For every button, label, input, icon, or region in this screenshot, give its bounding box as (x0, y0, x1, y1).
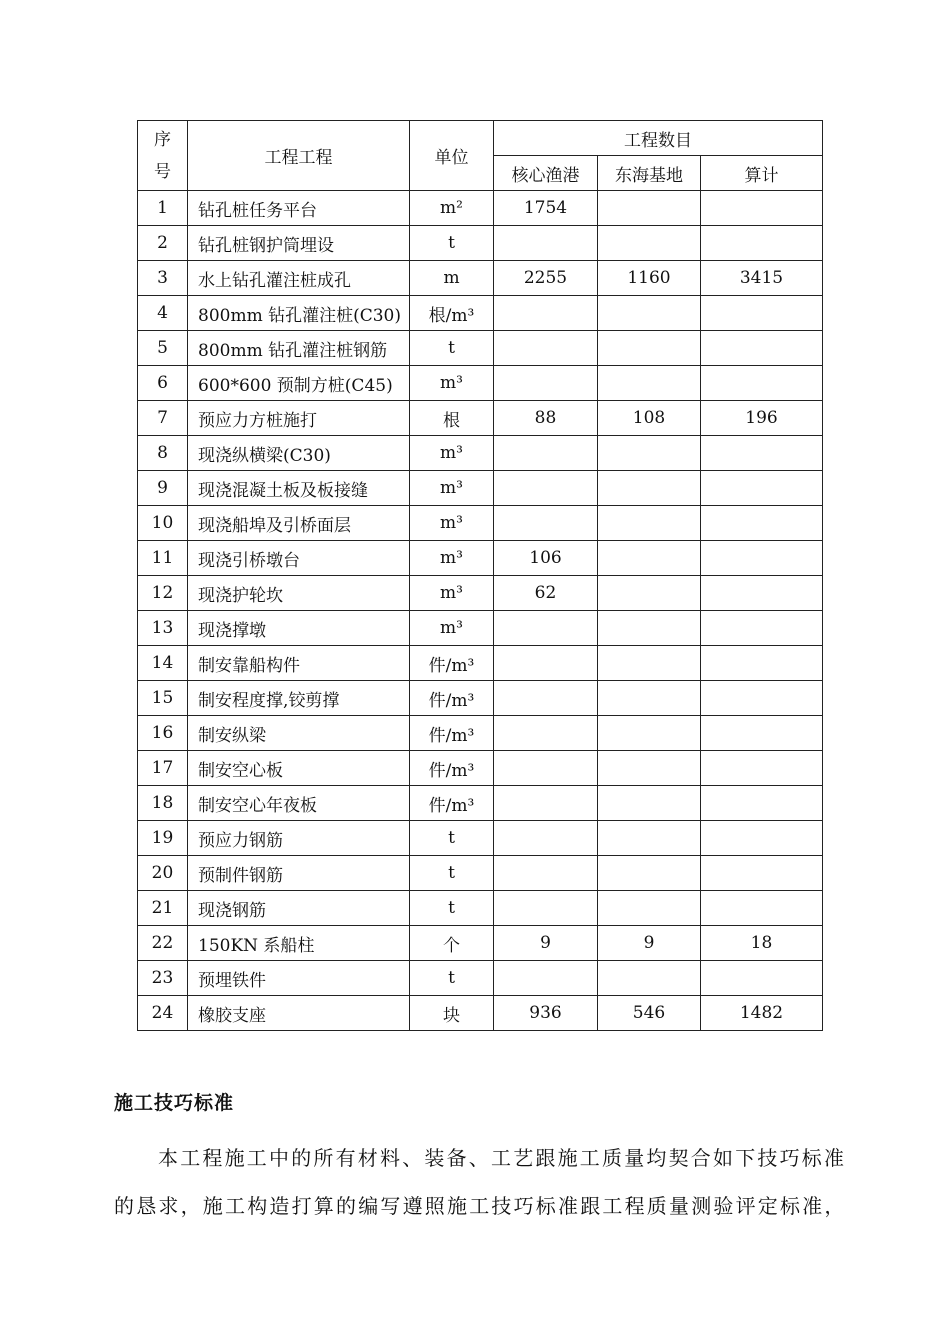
cell-core-harbor: 62 (494, 576, 598, 611)
cell-seq: 22 (138, 926, 188, 961)
cell-core-harbor (494, 961, 598, 996)
cell-total (701, 611, 823, 646)
cell-core-harbor (494, 366, 598, 401)
table-row (138, 331, 823, 366)
cell-seq: 23 (138, 961, 188, 996)
cell-core-harbor (494, 226, 598, 261)
cell-donghai-base: 108 (598, 401, 701, 436)
cell-seq: 18 (138, 786, 188, 821)
cell-unit: m³ (410, 541, 494, 576)
table-row (138, 226, 823, 261)
cell-donghai-base: 546 (598, 996, 701, 1031)
cell-core-harbor (494, 331, 598, 366)
cell-seq: 21 (138, 891, 188, 926)
cell-item-name: 现浇纵横梁(C30) (188, 436, 410, 471)
cell-total: 1482 (701, 996, 823, 1031)
cell-total (701, 891, 823, 926)
cell-core-harbor: 1754 (494, 191, 598, 226)
cell-donghai-base (598, 821, 701, 856)
paragraph-line-1: 本工程施工中的所有材料、装备、工艺跟施工质量均契合如下技巧标准 (158, 1146, 847, 1170)
header-seq-label: 序号 (154, 129, 171, 182)
cell-unit: t (410, 891, 494, 926)
cell-total (701, 366, 823, 401)
cell-total (701, 331, 823, 366)
cell-total (701, 856, 823, 891)
cell-donghai-base (598, 331, 701, 366)
table-row (138, 261, 823, 296)
table-row (138, 366, 823, 401)
header-col-c: 算计 (701, 156, 823, 191)
cell-unit: m³ (410, 436, 494, 471)
cell-seq: 16 (138, 716, 188, 751)
cell-unit: m² (410, 191, 494, 226)
table-row (138, 716, 823, 751)
cell-unit: t (410, 331, 494, 366)
cell-seq: 14 (138, 646, 188, 681)
cell-item-name: 制安靠船构件 (188, 646, 410, 681)
cell-seq: 5 (138, 331, 188, 366)
cell-unit: m (410, 261, 494, 296)
cell-unit: 件/m³ (410, 751, 494, 786)
cell-donghai-base (598, 366, 701, 401)
cell-seq: 12 (138, 576, 188, 611)
cell-seq: 19 (138, 821, 188, 856)
cell-seq: 20 (138, 856, 188, 891)
cell-donghai-base (598, 191, 701, 226)
cell-donghai-base (598, 436, 701, 471)
table-row (138, 296, 823, 331)
cell-unit: 件/m³ (410, 786, 494, 821)
cell-core-harbor: 88 (494, 401, 598, 436)
cell-unit: t (410, 821, 494, 856)
cell-core-harbor (494, 821, 598, 856)
cell-item-name: 制安空心板 (188, 751, 410, 786)
cell-item-name: 预制件钢筋 (188, 856, 410, 891)
cell-seq: 10 (138, 506, 188, 541)
cell-donghai-base (598, 961, 701, 996)
cell-seq: 9 (138, 471, 188, 506)
cell-total: 3415 (701, 261, 823, 296)
header-row-1 (138, 121, 823, 156)
paragraph-line-2: 的恳求，施工构造打算的编写遵照施工技巧标准跟工程质量测验评定标准， (114, 1194, 847, 1218)
cell-total: 18 (701, 926, 823, 961)
header-quantity-group: 工程数目 (494, 121, 823, 156)
cell-total (701, 786, 823, 821)
cell-unit: m³ (410, 471, 494, 506)
cell-seq: 17 (138, 751, 188, 786)
cell-item-name: 600*600 预制方桩(C45) (188, 366, 410, 401)
cell-donghai-base (598, 226, 701, 261)
cell-item-name: 现浇撑墩 (188, 611, 410, 646)
table-row (138, 926, 823, 961)
cell-donghai-base (598, 541, 701, 576)
cell-item-name: 水上钻孔灌注桩成孔 (188, 261, 410, 296)
cell-donghai-base (598, 611, 701, 646)
cell-donghai-base (598, 891, 701, 926)
cell-item-name: 制安空心年夜板 (188, 786, 410, 821)
cell-core-harbor (494, 646, 598, 681)
cell-donghai-base (598, 716, 701, 751)
cell-donghai-base (598, 856, 701, 891)
cell-seq: 11 (138, 541, 188, 576)
cell-item-name: 150KN 系船柱 (188, 926, 410, 961)
cell-item-name: 钻孔桩任务平台 (188, 191, 410, 226)
cell-donghai-base (598, 786, 701, 821)
table-row (138, 471, 823, 506)
cell-core-harbor (494, 611, 598, 646)
cell-unit: m³ (410, 611, 494, 646)
table-row (138, 191, 823, 226)
table-row (138, 786, 823, 821)
header-seq (138, 121, 188, 191)
cell-total (701, 471, 823, 506)
cell-item-name: 800mm 钻孔灌注桩(C30) (188, 296, 410, 331)
cell-core-harbor (494, 716, 598, 751)
table-row (138, 751, 823, 786)
cell-core-harbor (494, 681, 598, 716)
table-row (138, 856, 823, 891)
cell-core-harbor (494, 506, 598, 541)
cell-total (701, 191, 823, 226)
cell-seq: 1 (138, 191, 188, 226)
cell-unit: 根/m³ (410, 296, 494, 331)
cell-donghai-base (598, 681, 701, 716)
cell-donghai-base (598, 576, 701, 611)
cell-core-harbor (494, 751, 598, 786)
table-row (138, 506, 823, 541)
cell-item-name: 预埋铁件 (188, 961, 410, 996)
cell-seq: 3 (138, 261, 188, 296)
table-row (138, 401, 823, 436)
cell-unit: m³ (410, 366, 494, 401)
cell-donghai-base (598, 471, 701, 506)
cell-total: 196 (701, 401, 823, 436)
cell-total (701, 226, 823, 261)
table-row (138, 961, 823, 996)
cell-total (701, 821, 823, 856)
header-unit: 单位 (410, 121, 494, 191)
cell-core-harbor: 2255 (494, 261, 598, 296)
table-row (138, 541, 823, 576)
cell-total (701, 541, 823, 576)
cell-unit: t (410, 226, 494, 261)
cell-donghai-base (598, 506, 701, 541)
cell-item-name: 800mm 钻孔灌注桩钢筋 (188, 331, 410, 366)
cell-total (701, 576, 823, 611)
cell-seq: 15 (138, 681, 188, 716)
cell-total (701, 681, 823, 716)
table-row (138, 681, 823, 716)
section-title: 施工技巧标准 (114, 1092, 235, 1114)
header-col-b: 东海基地 (598, 156, 701, 191)
header-col-a: 核心渔港 (494, 156, 598, 191)
cell-unit: 件/m³ (410, 646, 494, 681)
cell-seq: 6 (138, 366, 188, 401)
cell-unit: 块 (410, 996, 494, 1031)
cell-core-harbor (494, 786, 598, 821)
table-row (138, 646, 823, 681)
cell-item-name: 现浇钢筋 (188, 891, 410, 926)
cell-donghai-base (598, 646, 701, 681)
table-row (138, 576, 823, 611)
cell-item-name: 制安程度撑,铰剪撑 (188, 681, 410, 716)
cell-unit: 件/m³ (410, 681, 494, 716)
cell-seq: 2 (138, 226, 188, 261)
cell-unit: 根 (410, 401, 494, 436)
cell-unit: 件/m³ (410, 716, 494, 751)
cell-item-name: 现浇护轮坎 (188, 576, 410, 611)
cell-unit: 个 (410, 926, 494, 961)
cell-core-harbor: 936 (494, 996, 598, 1031)
cell-unit: m³ (410, 576, 494, 611)
cell-total (701, 646, 823, 681)
cell-core-harbor (494, 471, 598, 506)
cell-total (701, 296, 823, 331)
cell-donghai-base: 9 (598, 926, 701, 961)
cell-core-harbor: 106 (494, 541, 598, 576)
cell-total (701, 436, 823, 471)
cell-core-harbor (494, 436, 598, 471)
cell-unit: t (410, 961, 494, 996)
cell-donghai-base (598, 751, 701, 786)
cell-unit: m³ (410, 506, 494, 541)
cell-item-name: 预应力钢筋 (188, 821, 410, 856)
cell-core-harbor (494, 296, 598, 331)
cell-unit: t (410, 856, 494, 891)
cell-total (701, 751, 823, 786)
header-item: 工程工程 (188, 121, 410, 191)
cell-donghai-base: 1160 (598, 261, 701, 296)
table-row (138, 996, 823, 1031)
quantity-table (137, 120, 823, 1031)
cell-item-name: 制安纵梁 (188, 716, 410, 751)
cell-item-name: 现浇混凝土板及板接缝 (188, 471, 410, 506)
cell-item-name: 预应力方桩施打 (188, 401, 410, 436)
cell-seq: 13 (138, 611, 188, 646)
cell-seq: 8 (138, 436, 188, 471)
cell-total (701, 961, 823, 996)
cell-item-name: 钻孔桩钢护筒埋设 (188, 226, 410, 261)
table-row (138, 436, 823, 471)
cell-seq: 4 (138, 296, 188, 331)
cell-core-harbor (494, 891, 598, 926)
cell-core-harbor (494, 856, 598, 891)
cell-item-name: 橡胶支座 (188, 996, 410, 1031)
cell-total (701, 716, 823, 751)
table-row (138, 821, 823, 856)
cell-donghai-base (598, 296, 701, 331)
table-body (138, 121, 823, 1031)
cell-item-name: 现浇船埠及引桥面层 (188, 506, 410, 541)
cell-item-name: 现浇引桥墩台 (188, 541, 410, 576)
table-row (138, 891, 823, 926)
cell-seq: 7 (138, 401, 188, 436)
table-row (138, 611, 823, 646)
cell-total (701, 506, 823, 541)
cell-core-harbor: 9 (494, 926, 598, 961)
cell-seq: 24 (138, 996, 188, 1031)
